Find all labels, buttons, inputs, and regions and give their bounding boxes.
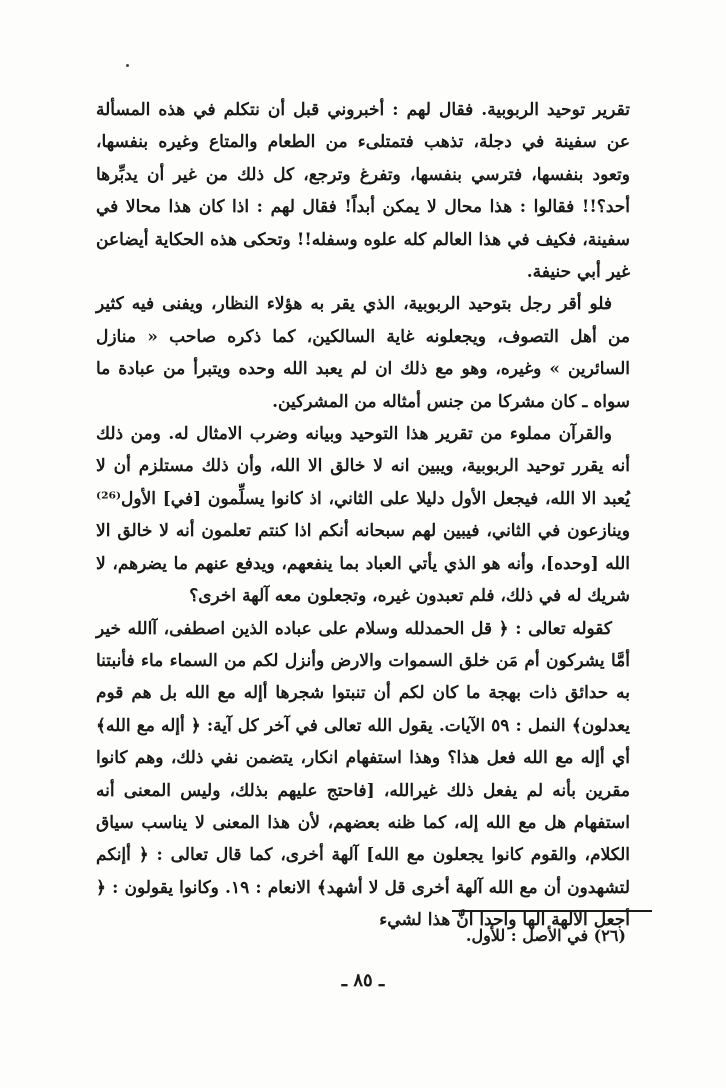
footnote: (٢٦) في الأصل : للأول. bbox=[465, 926, 626, 945]
page-number: ـ ٨٥ ـ bbox=[341, 970, 385, 991]
main-text bbox=[96, 94, 630, 937]
paragraph: فلو أقر رجل بتوحيد الربوبية، الذي يقر به هؤلاء النظار، ويفنى فيه كثير من أهل التصوف، ويجعلونه غاية السالكين، كما ذكره صاحب « منازل السائرين » وغيره، وهو مع ذلك ان لم يعبد الله وحده ويتبرأ من عبادة ما سواه ـ كان مشركا من جنس أمثاله من المشركين. bbox=[96, 294, 630, 412]
paragraph: تقرير توحيد الربوبية. فقال لهم : أخبروني قبل أن نتكلم في هذه المسألة عن سفينة في دجلة، تذهب فتمتلىء من الطعام والمتاع وغيره بنفسها، وتعود بنفسها، فترسي بنفسها، وتفرغ وترجع، كل ذلك من غير أن يدبِّرها أحد؟!! فقالوا : هذا محال لا يمكن أبداً! فقال لهم : اذا كان هذا محالا في سفينة، فكيف في هذا العالم كله علوه وسفله!! وتحكى هذه الحكاية أيضاعن غير أبي حنيفة. bbox=[96, 100, 630, 283]
scan-speck bbox=[126, 64, 129, 67]
footnote-divider bbox=[452, 910, 652, 912]
paragraph: والقرآن مملوء من تقرير هذا التوحيد وبيانه وضرب الامثال له. ومن ذلك أنه يقرر توحيد الربوبية، ويبين انه لا خالق الا الله، وأن ذلك مستلزم أن لا يُعبد الا الله، فيجعل الأول دليلا على الثاني، اذ كانوا يسلِّمون [في] الأول⁽²⁶⁾ وينازعون في الثاني، فيبين لهم سبحانه أنكم اذا كنتم تعلمون أنه لا خالق الا الله [وحده]، وأنه هو الذي يأتي العباد بما ينفعهم، ويدفع عنهم ما يضرهم، لا شريك له في ذلك، فلم تعبدون غيره، وتجعلون معه آلهة اخرى؟ bbox=[96, 424, 630, 607]
paragraph: كقوله تعالى : ﴿ قل الحمدلله وسلام على عباده الذين اصطفى، آالله خير أمَّا يشركون أم مَن خلق السموات والارض وأنزل لكم من السماء ماء فأنبتنا به حدائق ذات بهجة ما كان لكم أن تنبتوا شجرها أإله مع الله بل هم قوم يعدلون﴾ النمل : ٥٩ الآيات. يقول الله تعالى في آخر كل آية: ﴿ أإله مع الله﴾ أي أإله مع الله فعل هذا؟ وهذا استفهام انكار، يتضمن نفي ذلك، وهم كانوا مقرين بأنه لم يفعل ذلك غيرالله، [فاحتج عليهم بذلك، وليس المعنى أنه استفهام هل مع الله إله، كما ظنه بعضهم، لأن هذا المعنى لا يناسب سياق الكلام، والقوم كانوا يجعلون مع الله] آلهة أخرى، كما قال تعالى : ﴿ أإنكم لتشهدون أن مع الله آلهة أخرى قل لا أشهد﴾ الانعام : ١٩. وكانوا يقولون : ﴿ أجعل الآلهة الها واحدا انَّ هذا لشيء bbox=[96, 618, 631, 931]
